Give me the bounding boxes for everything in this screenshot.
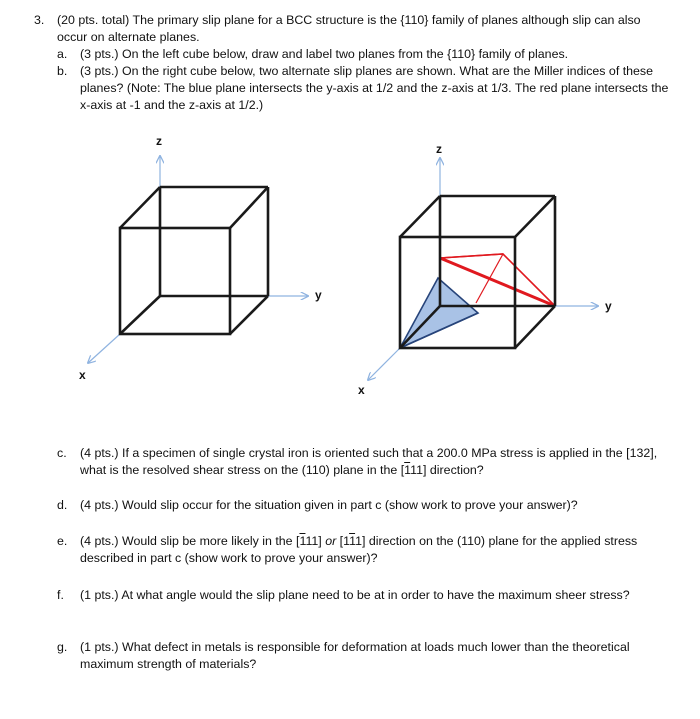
left-z-label: z — [156, 134, 162, 148]
part-c-text — [80, 445, 670, 479]
red-plane-back-edge — [476, 254, 503, 303]
part-e-t3: [1 — [336, 534, 350, 548]
part-e-bar2: 1 — [349, 534, 356, 548]
part-g-text: (1 pts.) What defect in metals is responsible for deformation at loads much lower than the theoretical maximum strength of materials? — [80, 640, 630, 671]
left-x-label: x — [79, 368, 86, 382]
question-intro: (20 pts. total) The primary slip plane for a BCC structure is the {110} family of planes although slip can also occur on alternate planes. — [57, 13, 641, 44]
part-f-label: f. — [57, 588, 64, 602]
right-z-label: z — [436, 142, 442, 156]
part-d-label: d. — [57, 498, 68, 512]
left-y-axis — [160, 228, 310, 296]
part-g-label: g. — [57, 640, 68, 654]
part-b-label: b. — [57, 64, 68, 78]
part-e-text — [80, 533, 670, 567]
question-number: 3. — [34, 13, 45, 27]
part-c-text-before: (4 pts.) If a specimen of single crystal iron is oriented such that a 200.0 MPa stress is applied in the [132], what is the resolved shear stress on the (110) plane in the [ — [80, 446, 658, 477]
left-y-label: y — [315, 288, 322, 302]
part-e-t4: 1] direction on the (110) plane for the applied stress described in part c (show work to prove your answer)? — [80, 534, 638, 565]
part-a-text: (3 pts.) On the left cube below, draw and label two planes from the {110} family of planes. — [80, 47, 569, 61]
right-x-axis — [368, 348, 400, 380]
part-e-t2: 11] — [305, 534, 326, 548]
part-a-label: a. — [57, 47, 68, 61]
part-d-text: (4 pts.) Would slip occur for the situation given in part c (show work to prove your answer)? — [80, 498, 578, 512]
part-c-dir-bar: 1 — [404, 463, 411, 477]
red-plane-top-edge — [440, 254, 503, 258]
left-cube-edges — [120, 187, 268, 334]
part-c-label: c. — [57, 446, 67, 460]
right-y-label: y — [605, 299, 612, 313]
right-cube-edges — [400, 196, 555, 348]
right-cube-figure — [368, 158, 598, 380]
part-f-text: (1 pts.) At what angle would the slip plane need to be at in order to have the maximum sheer stress? — [80, 588, 630, 602]
part-e-t1: (4 pts.) Would slip be more likely in the [ — [80, 534, 300, 548]
part-e-or: or — [325, 534, 337, 548]
part-e-bar1: 1 — [299, 534, 306, 548]
right-x-label: x — [358, 383, 365, 397]
part-e-label: e. — [57, 534, 68, 548]
left-cube-figure — [88, 156, 310, 363]
part-c-text-after: 11] direction? — [410, 463, 484, 477]
part-b-text: (3 pts.) On the right cube below, two alternate slip planes are shown. What are the Miller indices of these planes? (Note: The blue plane intersects the y-axis at 1/2 and the z-axis at 1/3. The red plane intersects the x-axis at -1 and the z-axis at 1/2.) — [80, 64, 669, 112]
left-x-axis — [88, 334, 120, 363]
